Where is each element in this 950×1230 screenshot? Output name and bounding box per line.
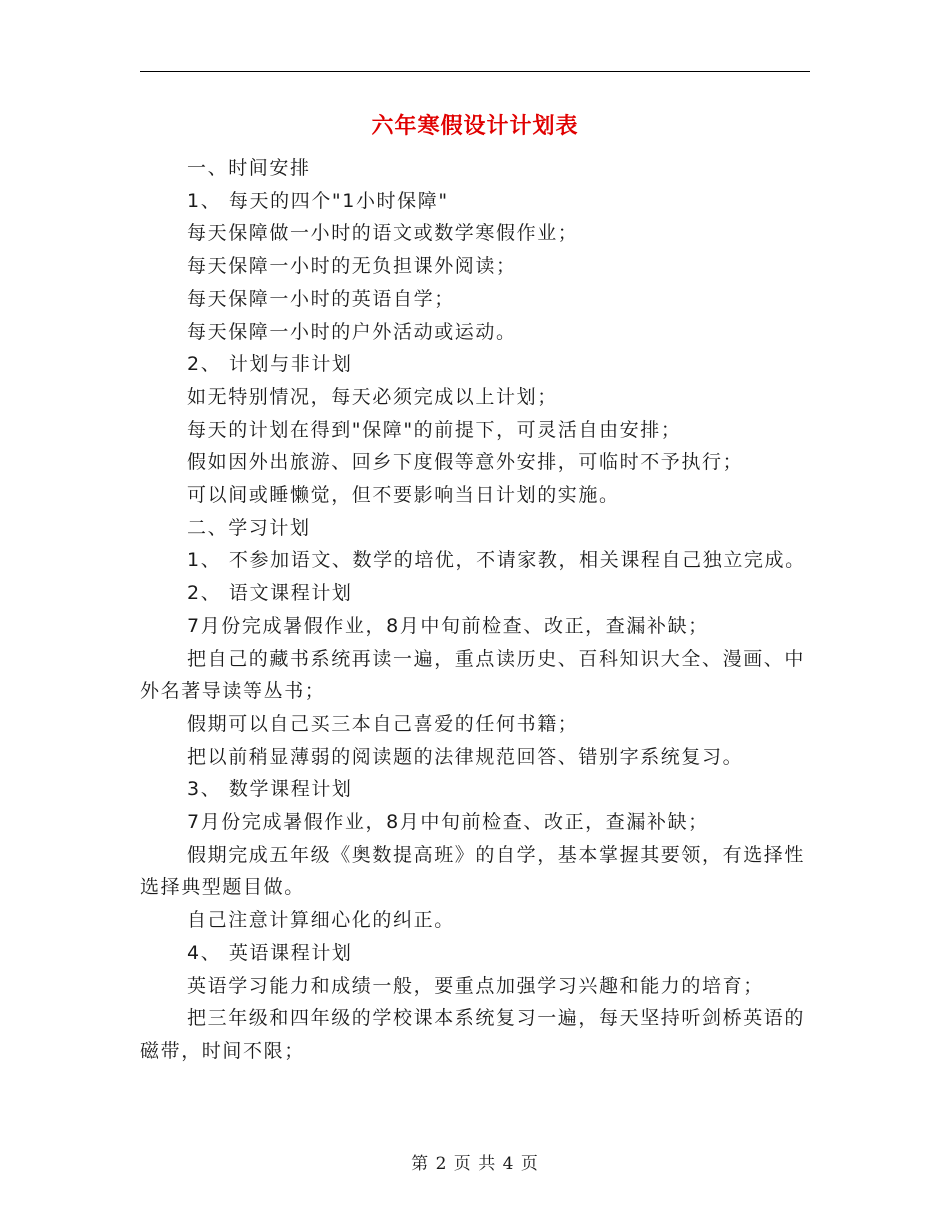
- paragraph: 如无特别情况，每天必须完成以上计划；: [187, 385, 558, 408]
- paragraph: 自己注意计算细心化的纠正。: [187, 909, 455, 932]
- paragraph: 把以前稍显薄弱的阅读题的法律规范回答、错别字系统复习。: [187, 745, 744, 768]
- page-number: 第 2 页 共 4 页: [411, 1154, 539, 1174]
- document-body: [140, 152, 810, 1068]
- paragraph: 假期可以自己买三本自己喜爱的任何书籍；: [187, 712, 579, 735]
- header-rule: [140, 71, 810, 72]
- paragraph: 把三年级和四年级的学校课本系统复习一遍，每天坚持听剑桥英语的磁带，时间不限；: [140, 1007, 806, 1062]
- section-heading: 二、学习计划: [187, 516, 311, 539]
- paragraph: 每天保障一小时的英语自学；: [187, 287, 455, 310]
- subsection-heading: 4、 英语课程计划: [187, 941, 353, 964]
- paragraph: 每天保障做一小时的语文或数学寒假作业；: [187, 222, 579, 245]
- paragraph: 可以间或睡懒觉，但不要影响当日计划的实施。: [187, 484, 620, 507]
- paragraph: 每天的计划在得到"保障"的前提下，可灵活自由安排；: [187, 418, 682, 441]
- subsection-heading: 1、 每天的四个"1小时保障": [187, 189, 449, 212]
- paragraph: 假如因外出旅游、回乡下度假等意外安排，可临时不予执行；: [187, 451, 744, 474]
- paragraph: 7月份完成暑假作业，8月中旬前检查、改正，查漏补缺；: [187, 811, 709, 834]
- section-heading: 一、时间安排: [187, 157, 311, 179]
- paragraph: 1、 不参加语文、数学的培优，不请家教，相关课程自己独立完成。: [187, 549, 806, 572]
- subsection-heading: 3、 数学课程计划: [187, 778, 353, 801]
- paragraph: 英语学习能力和成绩一般，要重点加强学习兴趣和能力的培育；: [187, 974, 764, 997]
- paragraph: 每天保障一小时的户外活动或运动。: [187, 320, 517, 343]
- paragraph: 把自己的藏书系统再读一遍，重点读历史、百科知识大全、漫画、中外名著导读等丛书；: [140, 647, 806, 703]
- document-title: 六年寒假设计计划表: [371, 113, 579, 139]
- paragraph: 假期完成五年级《奥数提高班》的自学，基本掌握其要领，有选择性选择典型题目做。: [140, 843, 806, 899]
- paragraph: 每天保障一小时的无负担课外阅读；: [187, 255, 517, 278]
- subsection-heading: 2、 计划与非计划: [187, 353, 353, 376]
- paragraph: 7月份完成暑假作业，8月中旬前检查、改正，查漏补缺；: [187, 614, 709, 637]
- subsection-heading: 2、 语文课程计划: [187, 582, 353, 605]
